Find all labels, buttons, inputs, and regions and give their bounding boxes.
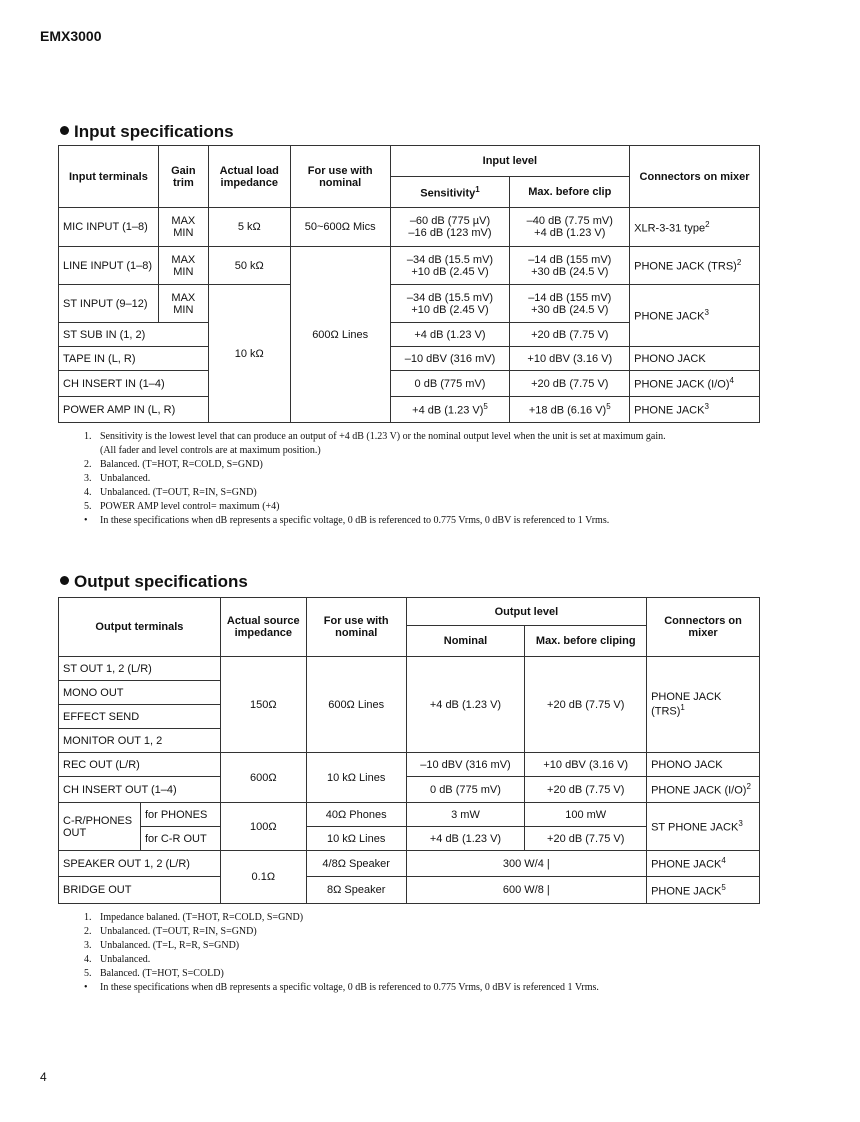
group1-nominal: +4 dB (1.23 V)	[406, 657, 525, 753]
cr-for-use: 10 kΩ Lines	[306, 827, 406, 851]
header-sensitivity: Sensitivity$^1$	[390, 177, 510, 208]
page-number: 4	[40, 1070, 47, 1084]
output-note: 4. Unbalanced.	[84, 954, 151, 965]
cr-sub-label: for C-R OUT	[140, 827, 220, 851]
input-note: 5. POWER AMP level control= maximum (+4)	[84, 501, 280, 512]
table-row	[59, 371, 760, 397]
bridge-out-for-use: 8Ω Speaker	[306, 877, 406, 904]
group1-for-use: 600Ω Lines	[306, 657, 406, 753]
mic-max-clip: –40 dB (7.75 mV) +4 dB (1.23 V)	[510, 208, 630, 247]
speaker-out-terminal: SPEAKER OUT 1, 2 (L/R)	[59, 851, 221, 877]
group2-for-use: 10 kΩ Lines	[306, 753, 406, 803]
header-source-impedance: Actual source impedance	[220, 598, 306, 657]
header-gain-trim: Gain trim	[158, 146, 208, 208]
power-amp-connector: PHONE JACK$^3$	[630, 397, 760, 423]
mic-impedance: 5 kΩ	[208, 208, 290, 247]
output-title-text: Output specifications	[74, 572, 248, 591]
group1-clip: +20 dB (7.75 V)	[525, 657, 647, 753]
header-output-terminals: Output terminals	[59, 598, 221, 657]
mic-sensitivity: –60 dB (775 µV) –16 dB (123 mV)	[390, 208, 510, 247]
st-sub-clip: +20 dB (7.75 V)	[510, 323, 630, 347]
table-row	[59, 753, 760, 777]
table-row	[59, 877, 760, 904]
table-row	[59, 285, 760, 323]
ch-insert-clip: +20 dB (7.75 V)	[510, 371, 630, 397]
header-for-use: For use with nominal	[290, 146, 390, 208]
input-note: 2. Balanced. (T=HOT, R=COLD, S=GND)	[84, 459, 263, 470]
speaker-out-connector: PHONE JACK$^4$	[647, 851, 760, 877]
power-amp-terminal: POWER AMP IN (L, R)	[59, 397, 209, 423]
tape-terminal: TAPE IN (L, R)	[59, 347, 209, 371]
st-sensitivity: –34 dB (15.5 mV) +10 dB (2.45 V)	[390, 285, 510, 323]
st-connector: PHONE JACK$^3$	[630, 285, 760, 347]
bridge-out-terminal: BRIDGE OUT	[59, 877, 221, 904]
group1-connector: PHONE JACK (TRS)$^1$	[647, 657, 760, 753]
table-row	[59, 777, 760, 803]
mic-gain-trim: MAX MIN	[158, 208, 208, 247]
mic-connector: XLR-3-31 type$^2$	[630, 208, 760, 247]
speaker-out-for-use: 4/8Ω Speaker	[306, 851, 406, 877]
speaker-out-level: 300 W/4 |	[406, 851, 647, 877]
header-for-use: For use with nominal	[306, 598, 406, 657]
bridge-out-level: 600 W/8 |	[406, 877, 647, 904]
st-sub-terminal: ST SUB IN (1, 2)	[59, 323, 209, 347]
group1-impedance: 150Ω	[220, 657, 306, 753]
group3-impedance: 0.1Ω	[220, 851, 306, 904]
shared-for-use: 600Ω Lines	[290, 247, 390, 423]
output-note: • In these specifications when dB represents a specific voltage, 0 dB is referenced to 0.775 Vrms, 0 dBV is referenced 1 Vrms.	[84, 982, 599, 993]
input-note: 4. Unbalanced. (T=OUT, R=IN, S=GND)	[84, 487, 257, 498]
phones-sub-label: for PHONES	[140, 803, 220, 827]
ch-insert-sensitivity: 0 dB (775 mV)	[390, 371, 510, 397]
input-notes	[84, 430, 666, 528]
shared-impedance: 10 kΩ	[208, 285, 290, 423]
ch-insert-out-connector: PHONE JACK $(I/O)^2$	[647, 777, 760, 803]
header-load-impedance: Actual load impedance	[208, 146, 290, 208]
cr-nominal: +4 dB (1.23 V)	[406, 827, 525, 851]
mono-out-terminal: MONO OUT	[59, 681, 221, 705]
st-input-terminal: ST INPUT (9–12)	[59, 285, 159, 323]
bullet-icon	[60, 576, 69, 585]
ch-insert-connector: PHONE JACK $(I/O)^4$	[630, 371, 760, 397]
tape-sensitivity: –10 dBV (316 mV)	[390, 347, 510, 371]
input-note: • In these specifications when dB represents a specific voltage, 0 dB is referenced to 0.775 Vrms, 0 dBV is referenced to 1 Vrms.	[84, 515, 610, 526]
power-amp-sensitivity: +4 dB (1.23 V)$^5$	[390, 397, 510, 423]
header-output-level: Output level	[406, 598, 647, 626]
input-spec-table	[58, 145, 760, 423]
group2-impedance: 600Ω	[220, 753, 306, 803]
mic-input-terminal: MIC INPUT (1–8)	[59, 208, 159, 247]
monitor-out-terminal: MONITOR OUT 1, 2	[59, 729, 221, 753]
line-sensitivity: –34 dB (15.5 mV) +10 dB (2.45 V)	[390, 247, 510, 285]
line-connector: PHONE JACK (TRS)$^2$	[630, 247, 760, 285]
bullet-icon	[60, 126, 69, 135]
line-input-terminal: LINE INPUT (1–8)	[59, 247, 159, 285]
ch-insert-out-terminal: CH INSERT OUT (1–4)	[59, 777, 221, 803]
output-section-title	[60, 572, 248, 592]
mic-for-use: 50~600Ω Mics	[290, 208, 390, 247]
rec-out-clip: +10 dBV (3.16 V)	[525, 753, 647, 777]
header-connectors: Connectors on mixer	[647, 598, 760, 657]
phones-clip: 100 mW	[525, 803, 647, 827]
st-gain-trim: MAX MIN	[158, 285, 208, 323]
table-row	[59, 851, 760, 877]
table-row	[59, 347, 760, 371]
rec-out-terminal: REC OUT (L/R)	[59, 753, 221, 777]
table-row	[59, 247, 760, 285]
output-note: 3. Unbalanced. (T=L, R=R, S=GND)	[84, 940, 240, 951]
output-note: 2. Unbalanced. (T=OUT, R=IN, S=GND)	[84, 926, 257, 937]
header-input-level: Input level	[390, 146, 630, 177]
cr-clip: +20 dB (7.75 V)	[525, 827, 647, 851]
power-amp-clip: +18 dB (6.16 V)$^5$	[510, 397, 630, 423]
header-input-terminals: Input terminals	[59, 146, 159, 208]
input-note: 1. Sensitivity is the lowest level that can produce an output of +4 dB (1.23 V) or the nominal output level when the unit is set at maximum gain.	[84, 431, 666, 442]
table-row	[59, 208, 760, 247]
output-note: 5. Balanced. (T=HOT, S=COLD)	[84, 968, 224, 979]
table-row	[59, 657, 760, 681]
input-note: 3. Unbalanced.	[84, 473, 151, 484]
cr-phones-terminal: C-R/PHONES OUT	[59, 803, 141, 851]
cr-phones-connector: ST PHONE JACK$^3$	[647, 803, 760, 851]
line-max-clip: –14 dB (155 mV) +30 dB (24.5 V)	[510, 247, 630, 285]
header-nominal: Nominal	[406, 626, 525, 657]
input-note: (All fader and level controls are at maximum position.)	[100, 445, 321, 456]
output-spec-table	[58, 597, 760, 904]
input-title-text: Input specifications	[74, 122, 234, 141]
table-row	[59, 397, 760, 423]
tape-connector: PHONO JACK	[630, 347, 760, 371]
phones-nominal: 3 mW	[406, 803, 525, 827]
output-note: 1. Impedance balaned. (T=HOT, R=COLD, S=GND)	[84, 912, 304, 923]
model-header: EMX3000	[40, 28, 102, 44]
effect-send-terminal: EFFECT SEND	[59, 705, 221, 729]
phones-for-use: 40Ω Phones	[306, 803, 406, 827]
rec-out-nominal: –10 dBV (316 mV)	[406, 753, 525, 777]
rec-out-connector: PHONO JACK	[647, 753, 760, 777]
table-row	[59, 803, 760, 827]
ch-insert-out-clip: +20 dB (7.75 V)	[525, 777, 647, 803]
header-max-clip: Max. before clip	[510, 177, 630, 208]
bridge-out-connector: PHONE JACK$^5$	[647, 877, 760, 904]
input-section-title	[60, 122, 234, 142]
line-gain-trim: MAX MIN	[158, 247, 208, 285]
line-impedance: 50 kΩ	[208, 247, 290, 285]
header-max-clip: Max. before cliping	[525, 626, 647, 657]
st-out-terminal: ST OUT 1, 2 (L/R)	[59, 657, 221, 681]
output-notes	[84, 911, 599, 995]
cr-phones-impedance: 100Ω	[220, 803, 306, 851]
tape-clip: +10 dBV (3.16 V)	[510, 347, 630, 371]
ch-insert-out-nominal: 0 dB (775 mV)	[406, 777, 525, 803]
ch-insert-terminal: CH INSERT IN (1–4)	[59, 371, 209, 397]
st-sub-sensitivity: +4 dB (1.23 V)	[390, 323, 510, 347]
header-connectors: Connectors on mixer	[630, 146, 760, 208]
st-max-clip: –14 dB (155 mV) +30 dB (24.5 V)	[510, 285, 630, 323]
